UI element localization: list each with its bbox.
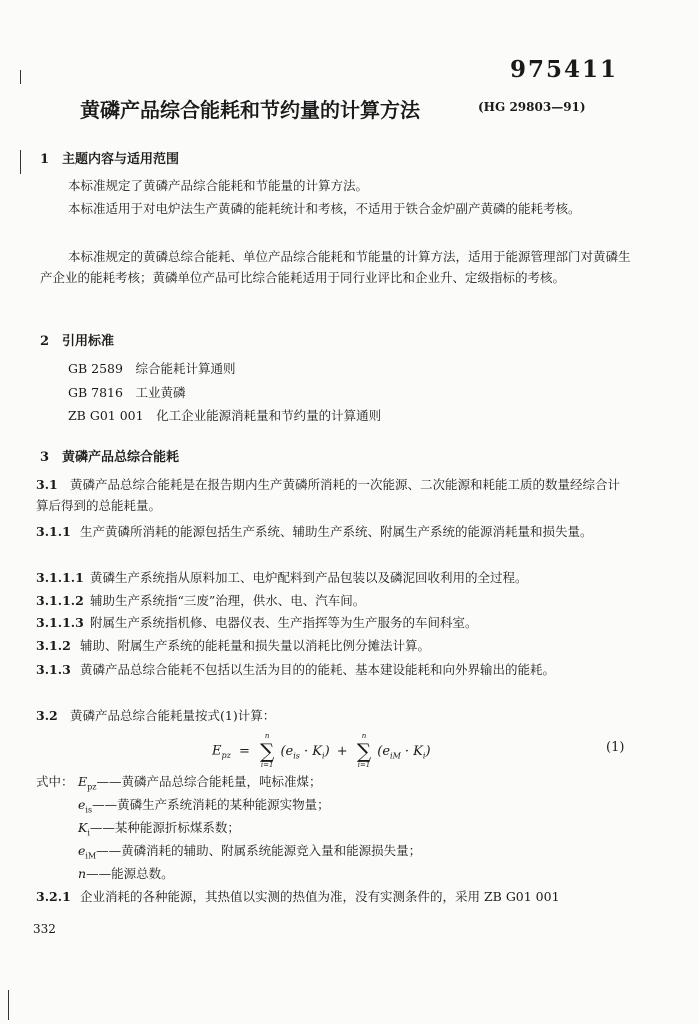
- reference-item: GB 7816 工业黄磷: [68, 385, 186, 400]
- clause-text: 辅助、附属生产系统的能耗量和损失量以消耗比例分摊法计算。: [80, 638, 431, 653]
- section-2-heading: 2 引用标准: [40, 334, 115, 349]
- definition-item: $e_{iM}——$黄磷消耗的辅助、附属系统能源竞入量和能源损失量；: [78, 843, 422, 861]
- definition-item: $e_{is}——$黄磷生产系统消耗的某种能源实物量；: [78, 797, 330, 815]
- clause-3-1-1-1: [36, 568, 528, 588]
- clause-3-1-1: [36, 521, 632, 542]
- clause-number: 3.1.3: [36, 662, 71, 677]
- clause-3-1-3: [36, 659, 632, 680]
- sum-upper-limit: n: [361, 732, 367, 740]
- formula-term-2: $(e_{iM} \cdot K_i)$: [377, 743, 431, 761]
- margin-mark: [20, 70, 21, 84]
- where-label: 式中：: [36, 774, 74, 789]
- formula-equals: =: [238, 743, 250, 759]
- sum-symbol: n ∑ i=1: [260, 732, 275, 769]
- definition-item: $E_{pz}——$黄磷产品总综合能耗量，吨标准煤；: [78, 774, 322, 792]
- clause-number: 3.1.1.1: [36, 570, 84, 585]
- definition-item: $K_i——$某种能源折标煤系数；: [78, 820, 240, 838]
- clause-number: 3.1.1: [36, 524, 71, 539]
- formula-lhs: E: [212, 743, 222, 759]
- reference-item: ZB G01 001 化工企业能源消耗量和节约量的计算通则: [68, 408, 382, 423]
- reference-item: GB 2589 综合能耗计算通则: [68, 361, 236, 376]
- clause-text: 黄磷产品总综合能耗量按式(1)计算：: [70, 708, 276, 723]
- equation-number: (1): [606, 740, 625, 755]
- sum-lower-limit: i=1: [357, 761, 371, 769]
- clause-text: 企业消耗的各种能源，其热值以实测的热值为准，没有实测条件的，采用 ZB G01 001: [80, 889, 560, 904]
- clause-3-1-1-2: [36, 591, 365, 611]
- margin-mark: [8, 990, 9, 1020]
- clause-3-2: [36, 706, 275, 726]
- clause-number: 3.1.1.2: [36, 593, 84, 608]
- formula-lhs-sub: pz: [221, 751, 231, 761]
- page-number: 332: [33, 922, 56, 936]
- clause-number: 3.2: [36, 708, 58, 723]
- section-1-paragraph-3: 本标准规定的黄磷总综合能耗、单位产品综合能耗和节能量的计算方法，适用于能源管理部门对黄磷生产企业的能耗考核；黄磷单位产品可比综合能耗适用于同行业评比和企业升、定级指标的考核。: [40, 249, 631, 285]
- sum-upper-limit: n: [264, 732, 270, 740]
- sum-symbol: n ∑ i=1: [356, 732, 372, 769]
- clause-number: 3.1: [36, 477, 58, 492]
- clause-text: 黄磷产品总综合能耗不包括以生活为目的的能耗、基本建设能耗和向外界输出的能耗。: [80, 662, 556, 677]
- section-1-paragraph-2: 本标准适用于对电炉法生产黄磷的能耗统计和考核，不适用于铁合金炉副产黄磷的能耗考核。: [68, 201, 581, 216]
- margin-mark: [20, 150, 21, 174]
- clause-text: 黄磷生产系统指从原料加工、电炉配料到产品包装以及磷泥回收利用的全过程。: [90, 570, 528, 585]
- sum-lower-limit: i=1: [260, 761, 274, 769]
- clause-text: 黄磷产品总综合能耗是在报告期内生产黄磷所消耗的一次能源、二次能源和耗能工质的数量经综合计算后得到的总能耗量。: [36, 477, 621, 513]
- formula-term-1: $(e_{is} \cdot K_i)$: [280, 743, 330, 761]
- clause-3-1-2: [36, 636, 430, 656]
- section-1-heading: 1 主题内容与适用范围: [40, 152, 180, 167]
- formula-plus: +: [336, 743, 348, 759]
- document-number: 975411: [510, 56, 619, 83]
- clause-number: 3.1.2: [36, 638, 71, 653]
- clause-text: 附属生产系统指机修、电器仪表、生产指挥等为生产服务的车间科室。: [90, 615, 478, 630]
- clause-3-2-1: [36, 887, 560, 907]
- clause-text: 辅助生产系统指“三废”治理，供水、电、汽车间。: [90, 593, 366, 608]
- definition-item: n——能源总数。: [78, 866, 174, 881]
- clause-3-1-1-3: [36, 613, 478, 633]
- page-title: 黄磷产品综合能耗和节约量的计算方法: [80, 98, 420, 122]
- standard-code: (HG 29803—91): [478, 100, 586, 114]
- section-3-heading: 3 黄磷产品总综合能耗: [40, 450, 180, 465]
- clause-text: 生产黄磷所消耗的能源包括生产系统、辅助生产系统、附属生产系统的能源消耗量和损失量。: [80, 524, 593, 539]
- formula-1: [212, 732, 431, 770]
- clause-number: 3.2.1: [36, 889, 71, 904]
- section-1-paragraph-1: 本标准规定了黄磷产品综合能耗和节能量的计算方法。: [68, 178, 369, 193]
- clause-3-1: [36, 474, 632, 516]
- clause-number: 3.1.1.3: [36, 615, 84, 630]
